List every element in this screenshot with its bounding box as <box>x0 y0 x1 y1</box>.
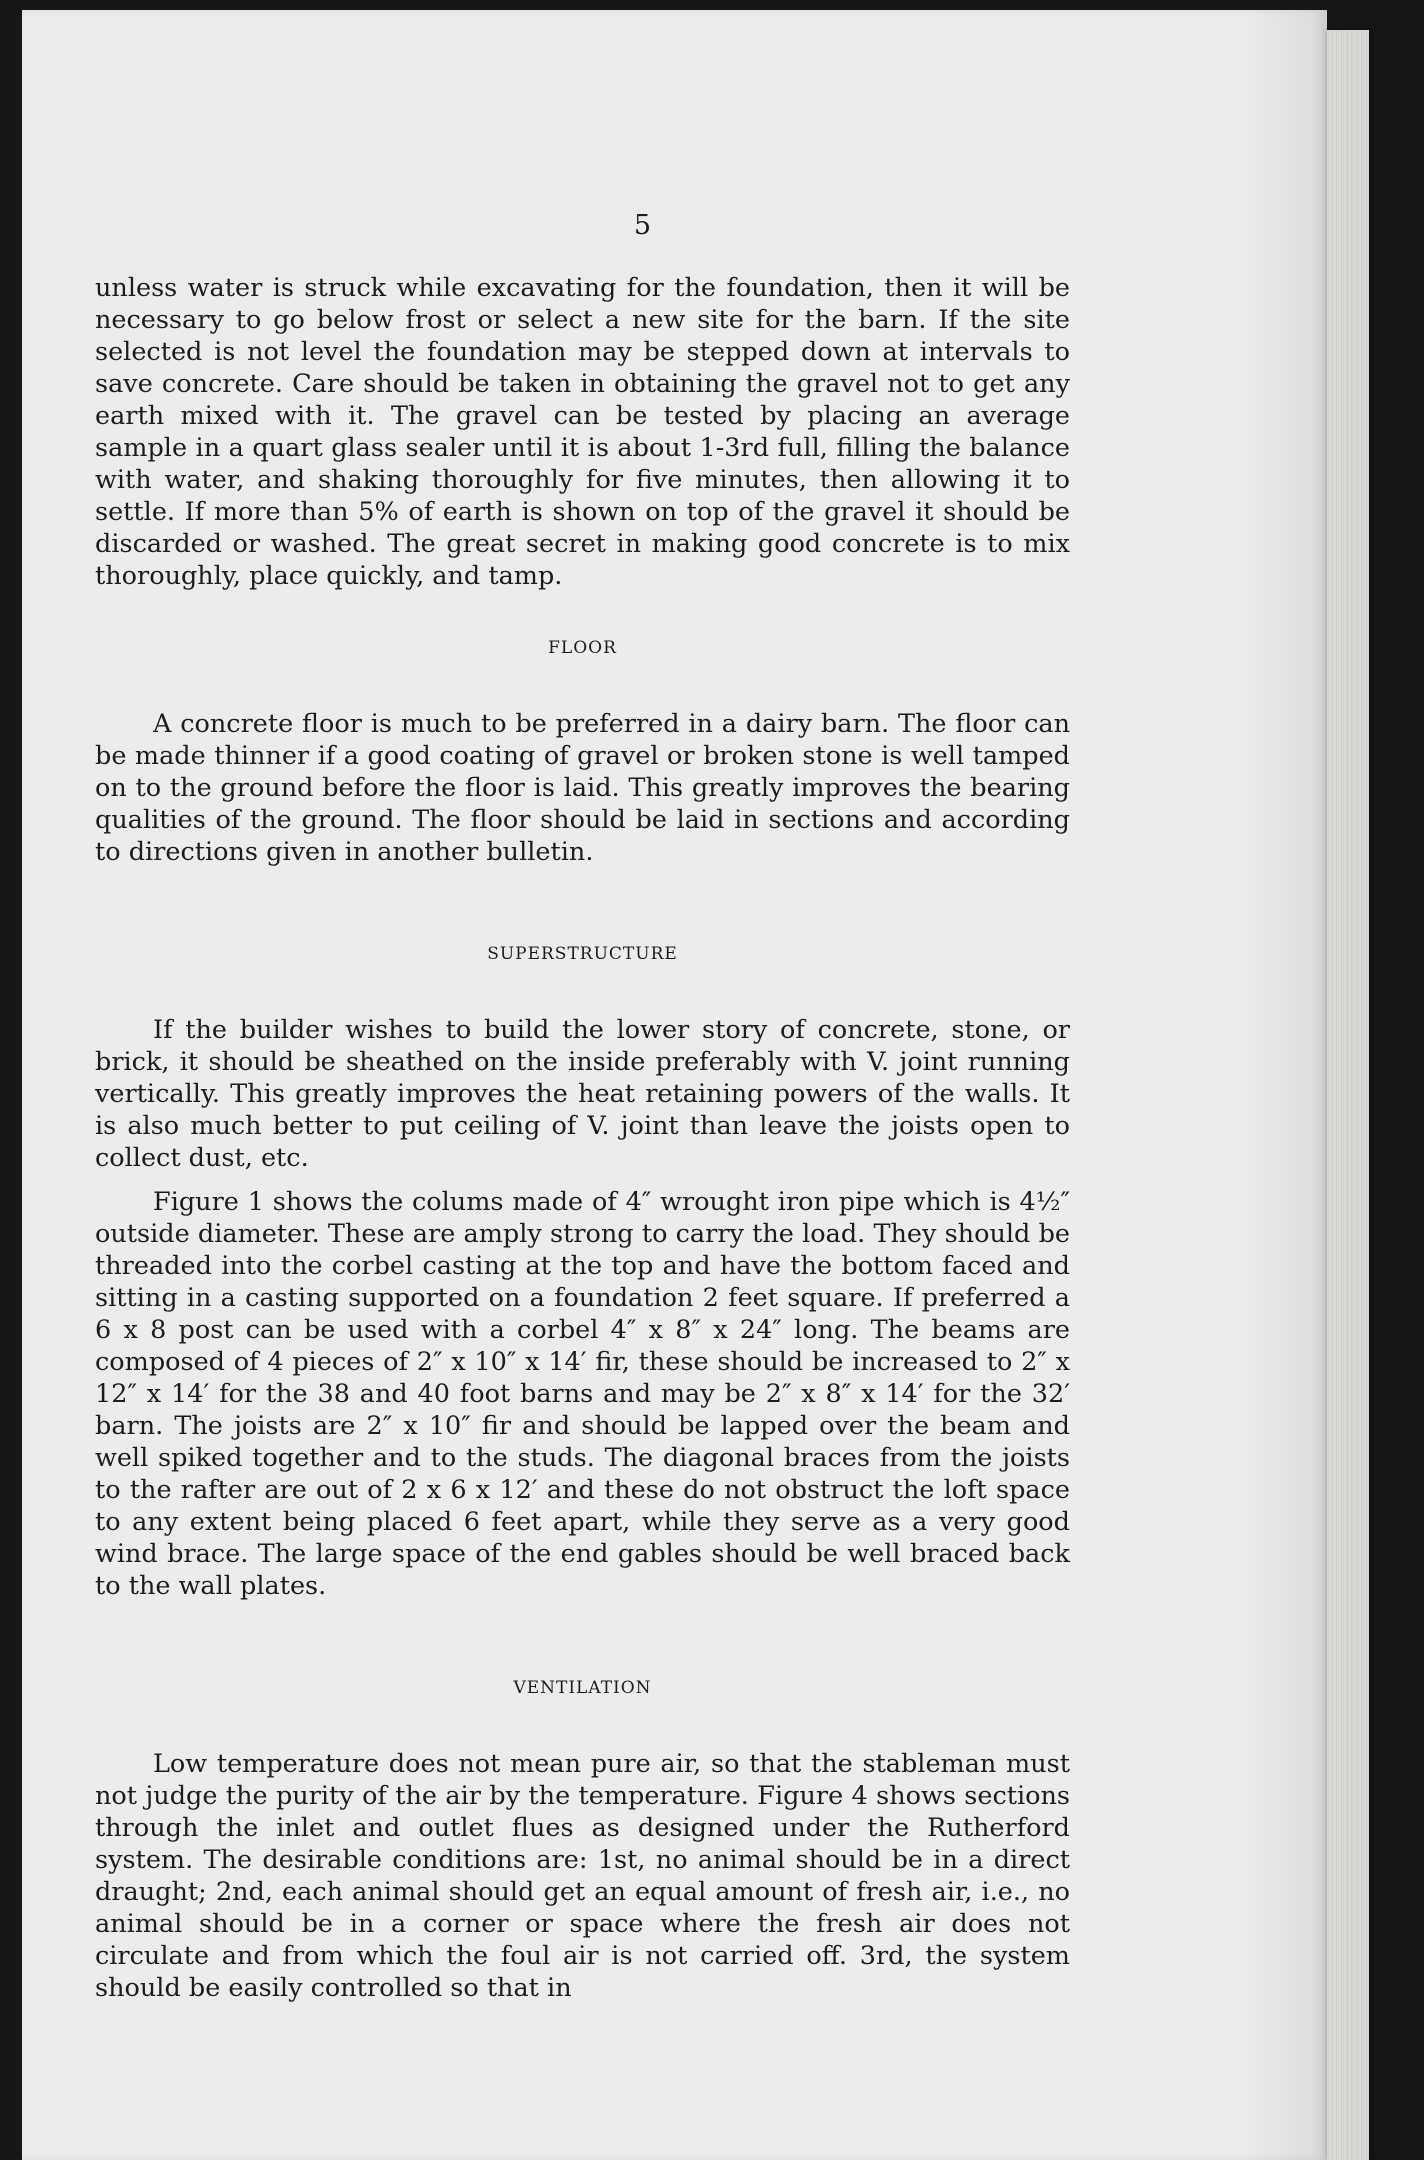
page-edges <box>1327 30 1369 2160</box>
floor-heading: FLOOR <box>548 638 617 658</box>
superstructure-paragraph-1: If the builder wishes to build the lower story of concrete, stone, or brick, it should be sheathed on the inside preferably with V. joint running vertically. This greatly improves the heat retaining powers of the walls. It is also much better to put ceiling of V. joint than leave the joists open to collect dust, etc. <box>95 1015 1070 1173</box>
page-number: 5 <box>633 210 652 241</box>
superstructure-heading: SUPERSTRUCTURE <box>487 944 678 964</box>
floor-paragraph: A concrete floor is much to be preferred in a dairy barn. The floor can be made thinner if a good coating of gravel or broken stone is well tamped on to the ground before the floor is laid. This greatly improves the bearing qualities of the ground. The floor should be laid in sections and according to directions given in another bulletin. <box>95 709 1070 867</box>
page-content <box>95 210 1070 2004</box>
page-gutter-shadow <box>1240 10 1327 2160</box>
ventilation-paragraph: Low temperature does not mean pure air, so that the stableman must not judge the purity of the air by the temperature. Figure 4 shows sections through the inlet and outlet flues as designed under the Rutherford system. The desirable conditions are: 1st, no animal should be in a direct draught; 2nd, each animal should get an equal amount of fresh air, i.e., no animal should be in a corner or space where the fresh air does not circulate and from which the foul air is not carried off. 3rd, the system should be easily controlled so that in <box>95 1749 1070 2003</box>
superstructure-paragraph-2: Figure 1 shows the colums made of 4″ wrought iron pipe which is 4½″ outside diameter. These are amply strong to carry the load. They should be threaded into the corbel casting at the top and have the bottom faced and sitting in a casting supported on a foundation 2 feet square. If preferred a 6 x 8 post can be used with a corbel 4″ x 8″ x 24″ long. The beams are composed of 4 pieces of 2″ x 10″ x 14′ fir, these should be increased to 2″ x 12″ x 14′ for the 38 and 40 foot barns and may be 2″ x 8″ x 14′ for the 32′ barn. The joists are 2″ x 10″ fir and should be lapped over the beam and well spiked together and to the studs. The diagonal braces from the joists to the rafter are out of 2 x 6 x 12′ and these do not obstruct the loft space to any extent being placed 6 feet apart, while they serve as a very good wind brace. The large space of the end gables should be well braced back to the wall plates. <box>95 1187 1070 1601</box>
ventilation-heading: VENTILATION <box>513 1678 652 1698</box>
intro-paragraph: unless water is struck while excavating for the foundation, then it will be necessary to go below frost or select a new site for the barn. If the site selected is not level the foundation may be stepped down at intervals to save concrete. Care should be taken in obtaining the gravel not to get any earth mixed with it. The gravel can be tested by placing an average sample in a quart glass sealer until it is about 1-3rd full, filling the balance with water, and shaking thoroughly for five minutes, then allowing it to settle. If more than 5% of earth is shown on top of the gravel it should be discarded or washed. The great secret in making good concrete is to mix thoroughly, place quickly, and tamp. <box>95 273 1070 591</box>
